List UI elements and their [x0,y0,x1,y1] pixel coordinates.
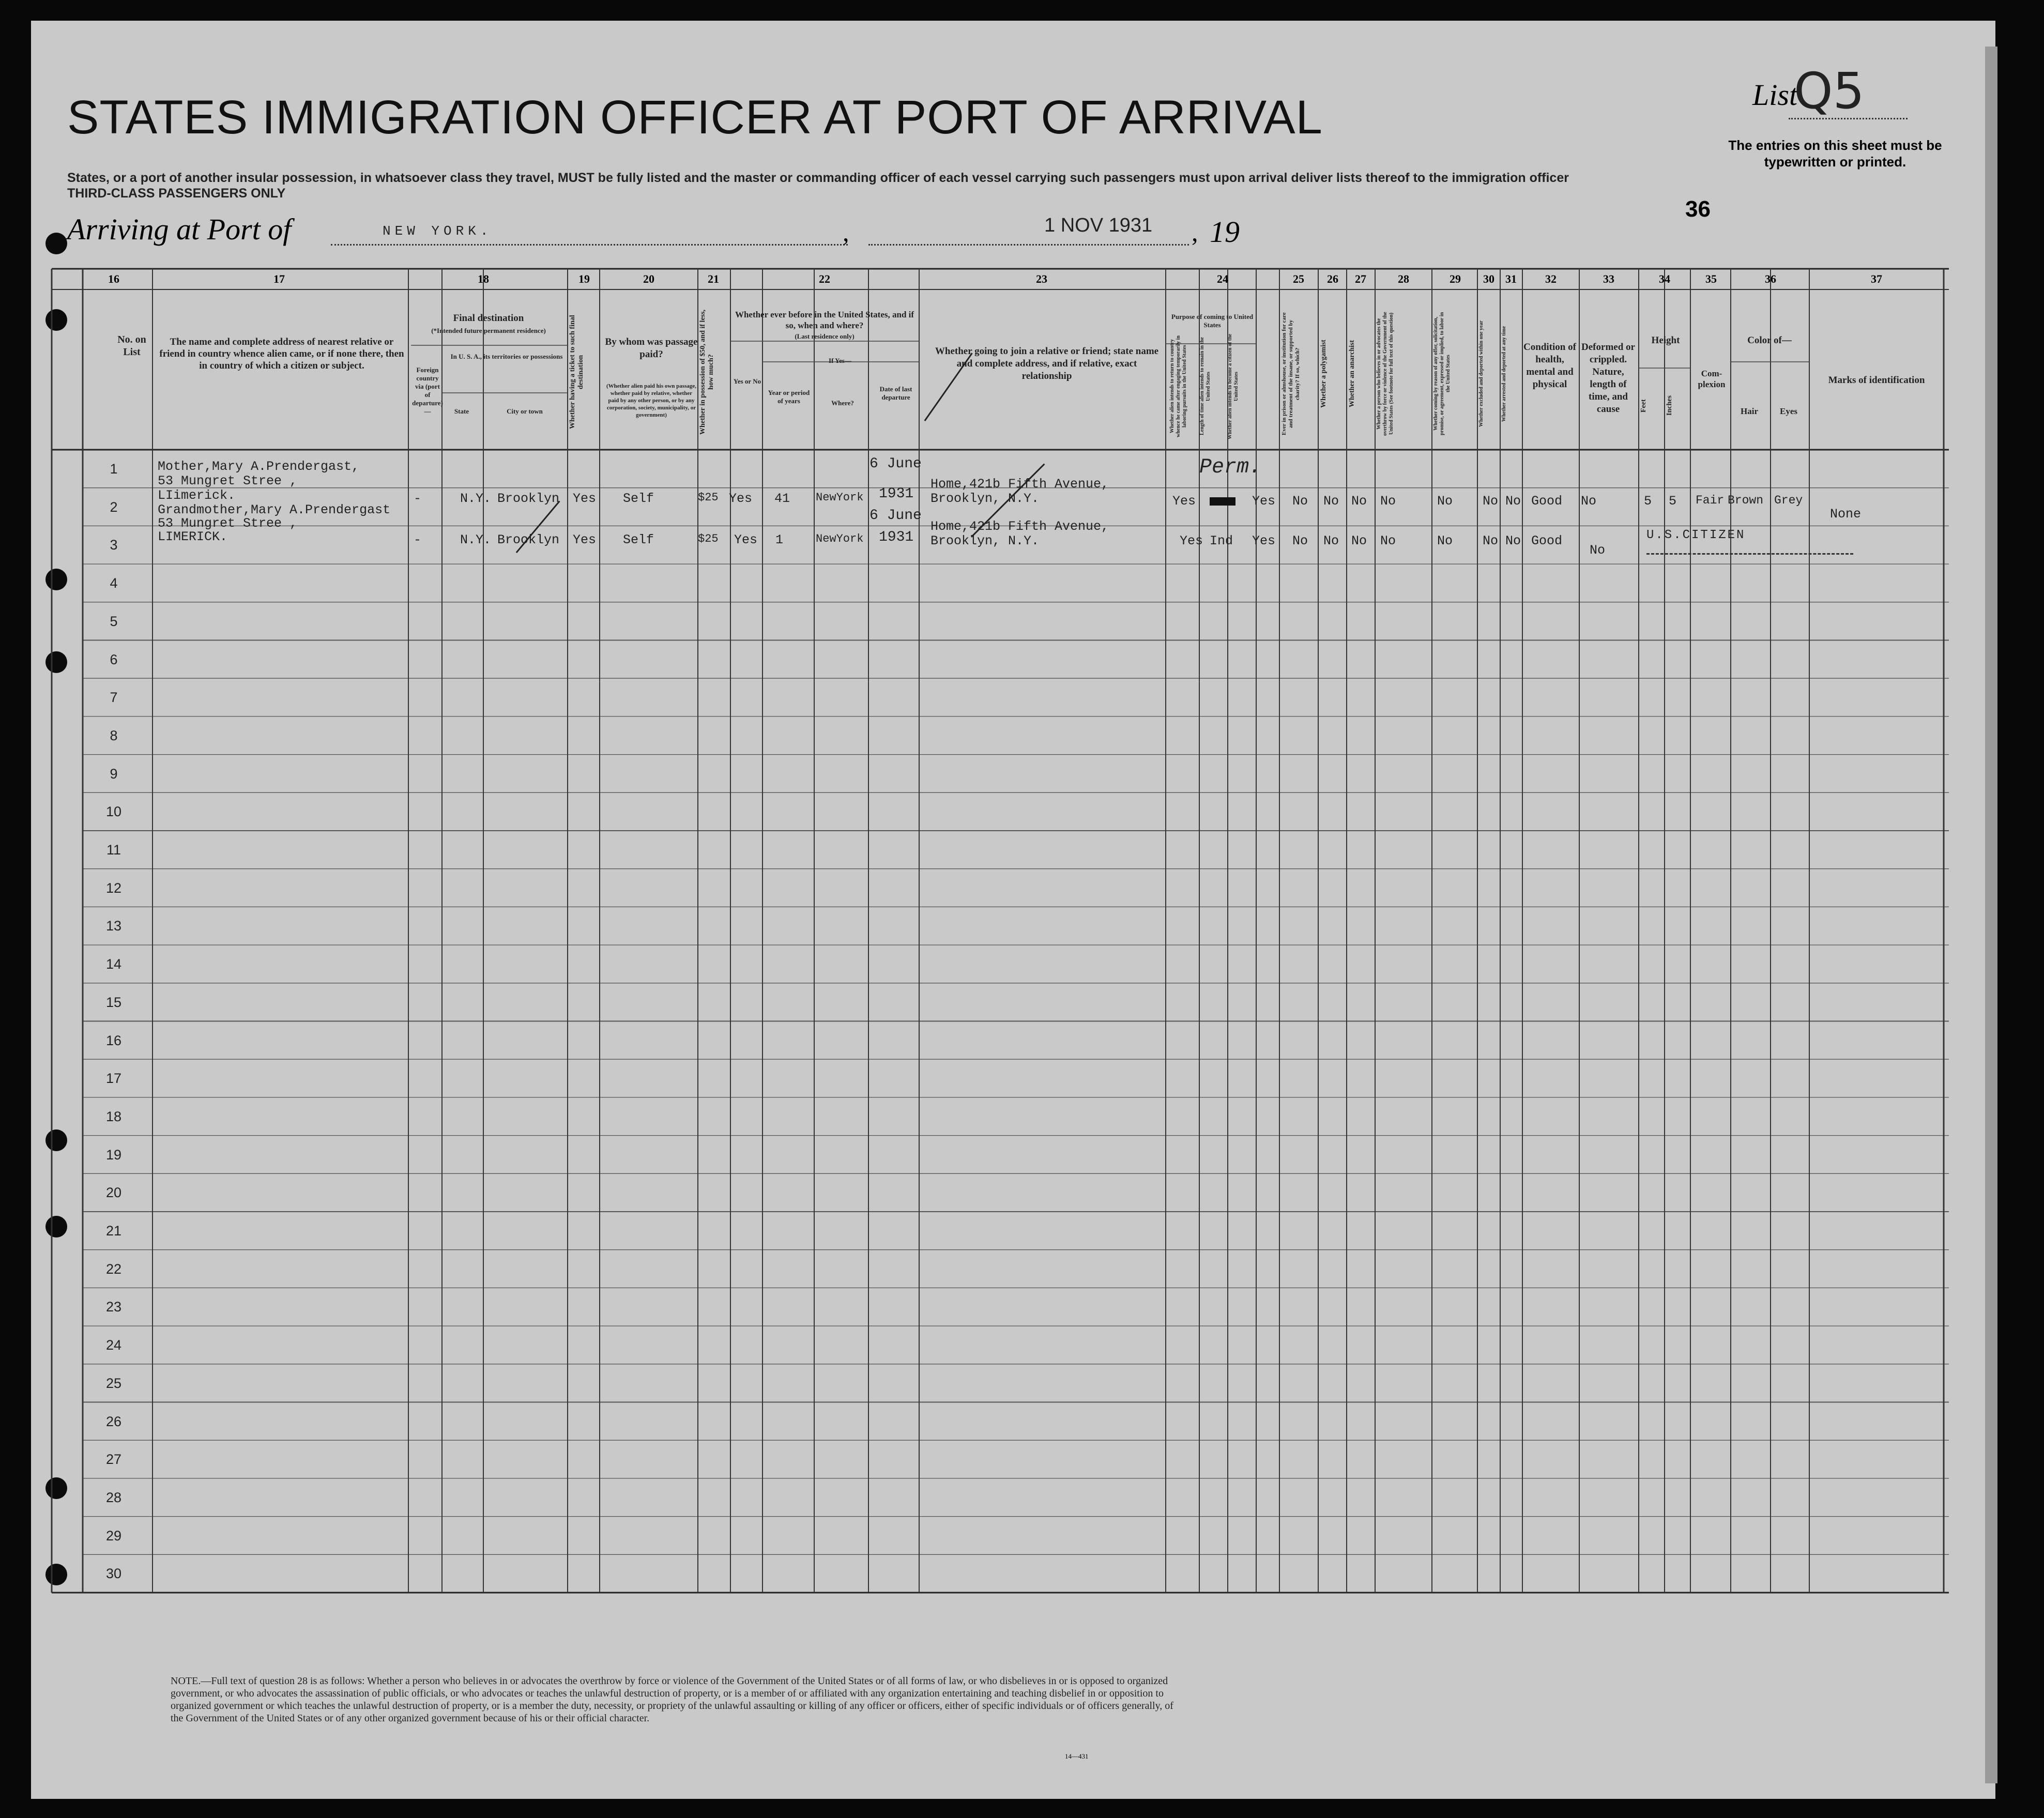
entry-1-city: Brooklyn [497,491,560,506]
entries-note: The entries on this sheet must be typewritten or printed. [1728,138,1942,170]
entry-2-state: N.Y. [460,532,492,547]
header-relative: The name and complete address of nearest relative or friend in country whence alien came, or if none there, then in country of which a citizen or subject. [159,337,404,371]
row-number-16: 16 [105,1032,122,1048]
header-city: City or town [507,407,543,415]
row-number-10: 10 [105,804,122,820]
header-final-destination-note: (*Intended future permanent residence) [431,327,546,334]
entry-2-anarchist: No [1351,533,1367,548]
row-number-6: 6 [110,651,118,667]
arriving-label: Arriving at Port of [67,212,292,246]
column-number-17: 17 [273,272,285,285]
entry-1-deformed: No [1581,494,1597,509]
header-state: State [454,407,469,415]
list-number: Q5 [1794,62,1865,120]
header-prison: Ever in prison or almshouse, or institution for care and treatment of the insane, or supported by charity? If so, which? [1281,312,1301,435]
entry-2-departure-year: 1931 [879,529,914,545]
row-number-27: 27 [105,1452,122,1468]
entry-1-purpose-return: Yes [1172,494,1196,509]
header-marks: Marks of identification [1828,375,1925,386]
entry-2-citizen-note: U.S.CITIZEN [1646,528,1746,542]
row-number-15: 15 [105,994,122,1010]
entry-2-departure-day: 6 June [870,508,922,524]
row-number-3: 3 [110,537,118,553]
entry-1-foreign: - [414,491,422,506]
header-color-of: Color of— [1747,335,1792,346]
header-excluded: Whether excluded and deported within one year [1478,320,1484,427]
header-foreign-country: Foreign country via (port of departure)— [412,366,443,415]
row-number-23: 23 [105,1299,122,1315]
row-number-4: 4 [110,575,118,591]
entry-2-purpose-citizen: Yes [1252,533,1276,548]
entry-1-ticket: Yes [573,491,597,506]
header-inches: Inches [1666,395,1673,416]
entry-2-offer: No [1437,533,1453,548]
entry-1-state: N.Y. [460,491,492,506]
header-ever-before-note: (Last residence only) [795,332,855,340]
column-number-25: 25 [1293,272,1304,285]
entry-2-city: Brooklyn [497,532,560,547]
header-condition: Condition of health, mental and physical [1523,342,1576,390]
column-number-21: 21 [708,272,719,285]
row-number-25: 25 [105,1375,122,1391]
header-height: Height [1651,335,1680,346]
header-by-whom: By whom was passage paid? [605,337,698,360]
entry-2-years: 1 [775,532,784,547]
comma: , [843,218,849,247]
entry-1-departure-year: 1931 [879,486,914,502]
row-number-19: 19 [105,1147,122,1163]
header-join-relative: Whether going to join a relative or friend; state name and complete address, and if relative, exact relationship [935,346,1159,381]
column-number-27: 27 [1355,272,1366,285]
entry-2-ticket: Yes [573,532,597,547]
header-purpose-return: Whether alien intends to return to country whence he came after engaging temporarily in laboring pursuits in the United States [1169,335,1187,437]
third-class-label: THIRD-CLASS PASSENGERS ONLY [67,186,286,201]
entry-1-offer: No [1437,494,1453,509]
row-number-26: 26 [105,1413,122,1429]
column-number-33: 33 [1603,272,1614,285]
header-eyes: Eyes [1780,406,1797,416]
header-overthrow: Whether a person who believes in or advocates the overthrow by force or violence of the Government of the United States (See footnote for full text of this question) [1376,312,1394,436]
entry-1-relative-line2: 53 Mungret Stree , [158,473,298,488]
row-number-13: 13 [105,918,122,934]
column-number-35: 35 [1705,272,1717,285]
entry-1-years: 41 [774,491,790,506]
entry-1-excluded: No [1483,494,1499,509]
column-number-32: 32 [1545,272,1557,285]
year-label: 19 [1210,215,1240,249]
entry-1-complexion: Fair [1696,494,1725,507]
entry-1-overthrow: No [1380,494,1396,509]
entry-1-relative-line1: Mother,Mary A.Prendergast, [158,459,360,474]
form-title: STATES IMMIGRATION OFFICER AT PORT OF ARRIVAL [67,91,1323,144]
entry-1-feet: 5 [1644,494,1652,509]
entry-1-polygamist: No [1323,494,1339,509]
entry-2-condition: Good [1531,533,1563,548]
entry-1-marks: None [1830,507,1862,522]
header-where: Where? [831,399,854,407]
header-purpose: Purpose of coming to United States [1171,313,1254,329]
entry-2-where: NewYork [816,532,864,545]
entry-1-relative-line3: LIimerick. [158,488,236,503]
row-number-20: 20 [105,1185,122,1201]
comma: , [1192,218,1198,247]
row-number-18: 18 [105,1108,122,1124]
row-number-22: 22 [105,1261,122,1277]
row-number-29: 29 [105,1527,122,1544]
header-offer: Whether coming by reason of any offer, solicitation, promise, or agreement, expressed or implied, to labor in the United States [1433,312,1451,436]
entry-2-excluded: No [1483,533,1499,548]
entry-2-polygamist: No [1323,533,1339,548]
header-by-whom-note: (Whether alien paid his own passage, whether paid by relative, whether paid by any other person, or by any corporation, society, municipality, or government) [606,383,696,418]
entry-1-arrested: No [1505,494,1521,509]
header-if-yes: If Yes— [829,357,851,364]
row-number-5: 5 [110,613,118,629]
entry-1-where: NewYork [816,491,864,504]
redaction-mark [1210,497,1235,506]
entry-1-departure-day: 6 June [870,456,922,472]
header-year-period: Year or period of years [768,389,810,405]
row-number-2: 2 [110,499,118,515]
column-number-18: 18 [478,272,489,285]
header-polygamist: Whether a polygamist [1320,340,1328,408]
entry-1-join-line2: Brooklyn, N.Y. [931,491,1040,506]
header-hair: Hair [1741,406,1758,416]
row-number-30: 30 [105,1566,122,1582]
entry-2-relative-line1: Grandmother,Mary A.Prendergast [158,502,391,517]
entry-2-money: $25 [698,532,719,545]
entry-2-overthrow: No [1380,533,1396,548]
entry-2-ever-before: Yes [734,532,758,547]
row-number-14: 14 [105,956,122,972]
header-ticket: Whether having a ticket to such final destination [569,315,585,430]
entry-1-purpose-citizen: Yes [1252,494,1276,509]
column-number-16: 16 [108,272,119,285]
entry-1-eyes: Grey [1774,494,1803,507]
row-number-8: 8 [110,727,118,743]
form-code: 14—431 [1065,1752,1089,1760]
header-in-usa: In U. S. A., its territories or possessions [450,353,563,360]
header-ever-before: Whether ever before in the United States, and if so, when and where? [735,310,914,330]
date-stamp: 1 NOV 1931 [1044,215,1153,236]
column-number-20: 20 [643,272,654,285]
entry-2-relative-line3: LIMERICK. [158,529,228,544]
column-number-22: 22 [819,272,830,285]
port-name: NEW YORK. [383,223,493,239]
list-label: List [1752,78,1798,112]
entry-1-purpose-length: Perm. [1199,456,1262,479]
entry-2-foreign: - [414,532,422,547]
column-number-23: 23 [1036,272,1047,285]
header-departure: Date of last departure [879,385,912,401]
entry-2-purpose-return: Yes [1180,533,1203,548]
header-yes-no: Yes or No [733,377,761,385]
header-final-destination: Final destination [453,313,524,324]
entry-2-arrested: No [1505,533,1521,548]
entry-1-hair: Brown [1728,494,1764,507]
entry-2-purpose-length: Ind [1210,533,1233,548]
sheet-number: 36 [1685,196,1711,222]
entry-1-anarchist: No [1351,494,1367,509]
row-number-17: 17 [105,1071,122,1087]
entry-1-prison: No [1292,494,1308,509]
entry-1-join-line1: Home,421b Fifth Avenue, [931,477,1109,492]
header-complexion: Com- plexion [1698,369,1726,389]
entry-1-paid-by: Self [623,491,654,506]
form-subtitle: States, or a port of another insular possession, in whatsoever class they travel, MUST be fully listed and the master or commanding officer of each vessel carrying such passengers must upon arrival deliver lists thereof to the immigration officer [67,171,1569,185]
header-purpose-length: Length of time alien intends to remain in the United States [1199,337,1211,436]
entry-2-deformed: No [1590,543,1606,558]
column-number-31: 31 [1505,272,1517,285]
header-feet: Feet [1640,399,1648,413]
column-number-34: 34 [1659,272,1670,285]
entry-1-inches: 5 [1669,494,1677,509]
row-number-11: 11 [106,842,121,858]
entry-2-join-line2: Brooklyn, N.Y. [931,533,1040,548]
row-number-21: 21 [105,1223,122,1239]
column-number-30: 30 [1483,272,1494,285]
footnote: NOTE.—Full text of question 28 is as follows: Whether a person who believes in or advocates the overthrow by force or violence of the Government of the United States or of all forms of law, or who disbelieves in or is opposed to organized government, or who advocates the assassination of public officials, or who advocates or teaches the unlawful destruction of property, or is a member of or affiliated with any organization entertaining and teaching disbelief in or opposition to organized government or which teaches the unlawful destruction of property, or is a member the duty, necessity, or propriety of the unlawful assaulting or killing of any officer or officers, either of specific individuals or of officers generally, of the Government of the United States or of any other organized government because of his or their official character. [171,1675,1173,1724]
dashed-line [1646,553,1853,555]
entry-2-prison: No [1292,533,1308,548]
entry-2-join-line1: Home,421b Fifth Avenue, [931,519,1109,534]
row-number-24: 24 [105,1337,122,1353]
column-number-26: 26 [1327,272,1338,285]
header-possession: Whether in possession of $50, and if less, how much? [699,309,715,435]
column-number-24: 24 [1217,272,1228,285]
row-number-12: 12 [105,880,122,896]
header-purpose-citizen: Whether alien intends to become a citizen of the United States [1227,333,1239,439]
header-arrested: Whether arrested and deported at any time [1501,326,1507,422]
row-number-7: 7 [110,690,118,706]
entry-1-money: $25 [698,491,719,504]
row-number-9: 9 [110,766,118,782]
entry-2-relative-line2: 53 Mungret Stree , [158,516,298,531]
header-deformed: Deformed or crippled. Nature, length of time, and cause [1581,342,1635,415]
header-no-on-list: No. on List [117,334,146,358]
column-number-19: 19 [578,272,590,285]
entry-2-paid-by: Self [623,532,654,547]
column-number-28: 28 [1398,272,1409,285]
header-anarchist: Whether an anarchist [1348,340,1356,408]
row-number-1: 1 [110,461,118,477]
entry-1-ever-before: Yes [729,491,753,506]
entry-1-condition: Good [1531,494,1563,509]
column-number-29: 29 [1450,272,1461,285]
column-number-37: 37 [1871,272,1882,285]
row-number-28: 28 [105,1489,122,1505]
column-number-36: 36 [1765,272,1776,285]
